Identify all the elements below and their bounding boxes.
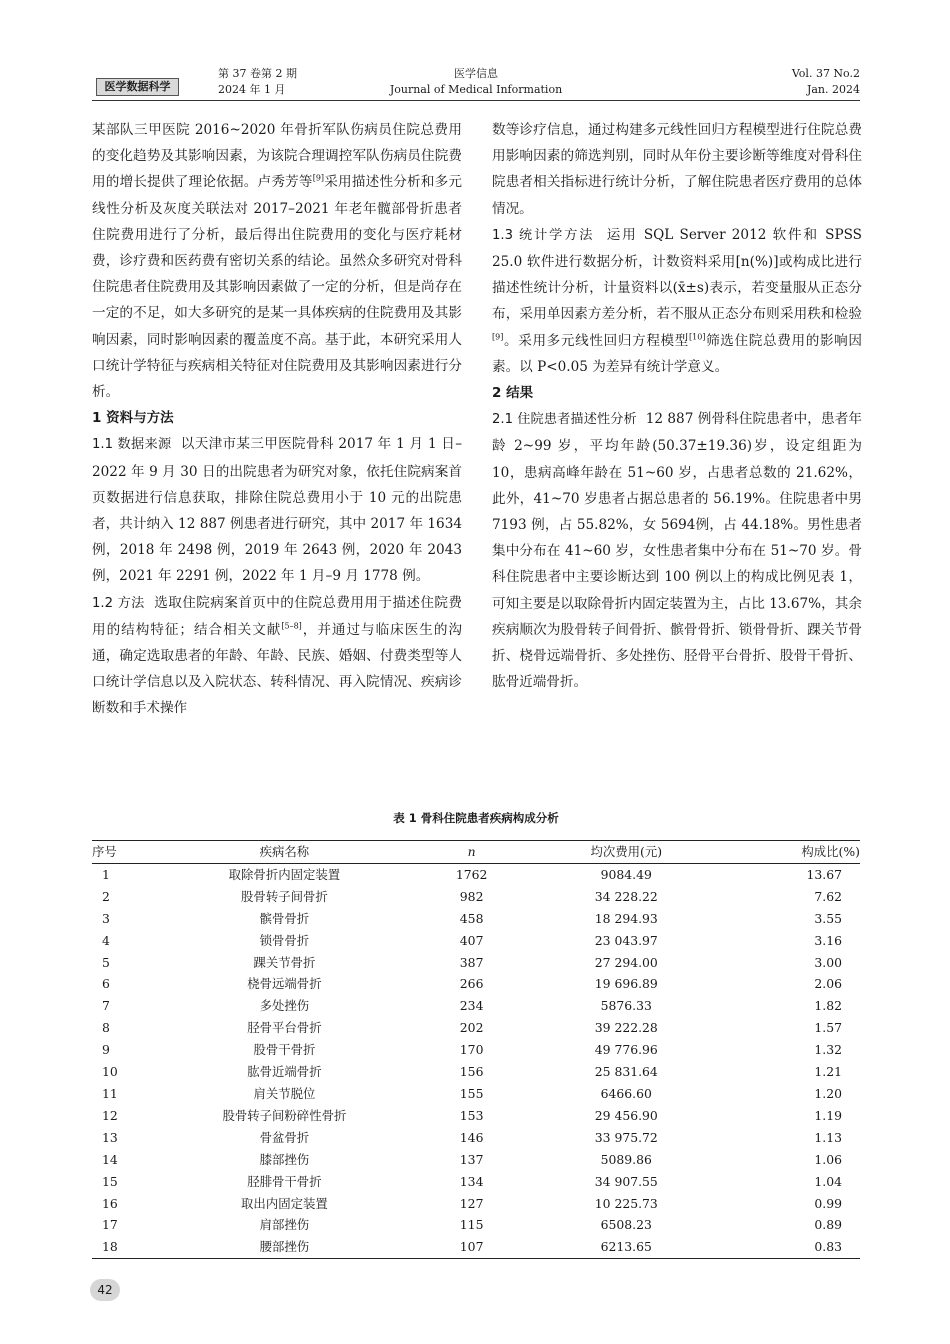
cell-name: 桡骨远端骨折 bbox=[247, 976, 322, 992]
table-caption: 表 1 骨科住院患者疾病构成分析 bbox=[393, 811, 559, 825]
cell-cost: 49 776.96 bbox=[594, 1042, 658, 1058]
cell-pct: 1.21 bbox=[814, 1064, 842, 1080]
cell-cost: 34 228.22 bbox=[594, 888, 658, 904]
cell-cost: 5876.33 bbox=[600, 998, 652, 1014]
cell-cost: 19 696.89 bbox=[594, 976, 658, 992]
cell-pct: 3.16 bbox=[814, 932, 842, 948]
table-row bbox=[92, 1017, 860, 1039]
table-row bbox=[92, 1039, 860, 1061]
citation: [5–8] bbox=[281, 621, 302, 631]
cell-n: 146 bbox=[459, 1129, 484, 1145]
subsection-methods: 1.2 方法 选取住院病案首页中的住院总费用用于描述住院费用的结构特征；结合相关文献[5–8]，并通过与临床医生的沟通，确定选取患者的年龄、年龄、民族、婚姻、付费类型等人口统计学信息以及入院状态、转科情况、再入院情况、疾病诊断数和手术操作 bbox=[92, 594, 463, 717]
cell-pct: 1.57 bbox=[814, 1020, 842, 1036]
cell-n: 387 bbox=[459, 954, 484, 970]
cell-no: 7 bbox=[102, 998, 110, 1014]
col-header-no: 序号 bbox=[92, 844, 117, 859]
cell-pct: 1.82 bbox=[814, 998, 842, 1014]
cell-n: 170 bbox=[459, 1042, 484, 1058]
cell-pct: 0.89 bbox=[814, 1217, 842, 1233]
cell-pct: 0.83 bbox=[814, 1239, 842, 1255]
table-row bbox=[92, 1236, 860, 1258]
table-row bbox=[92, 1214, 860, 1236]
cell-name: 肩关节脱位 bbox=[253, 1085, 316, 1101]
page-number: 42 bbox=[90, 1279, 120, 1301]
cell-name: 胫腓骨干骨折 bbox=[247, 1173, 322, 1189]
table-row bbox=[92, 1083, 860, 1105]
cell-cost: 27 294.00 bbox=[594, 954, 658, 970]
table-row bbox=[92, 995, 860, 1017]
cell-name: 多处挫伤 bbox=[259, 998, 310, 1014]
cell-cost: 39 222.28 bbox=[594, 1020, 658, 1036]
cell-name: 胫骨平台骨折 bbox=[247, 1020, 322, 1036]
cell-name: 锁骨骨折 bbox=[259, 932, 310, 948]
table-row bbox=[92, 863, 860, 885]
cell-name: 腰部挫伤 bbox=[259, 1239, 310, 1255]
journal-title bbox=[362, 66, 590, 98]
col-header-n: n bbox=[467, 844, 476, 859]
table-row bbox=[92, 1171, 860, 1193]
section-tag: 医学数据科学 bbox=[96, 78, 179, 96]
cell-cost: 9084.49 bbox=[600, 866, 652, 882]
cell-n: 266 bbox=[459, 976, 484, 992]
subsection-data-source: 1.1 数据来源 以天津市某三甲医院骨科 2017 年 1 月 1 日–2022 年 9 月 30 日的出院患者为研究对象，依托住院病案首页数据进行信息获取，排除住院总费用小于 10 元的出院患者，共计纳入 12 887 例患者进行研究，其中 2017 年 1634 例，2018 年 2498 例，2019 年 2643 例，2020 年 2043 例，2021 年 2291 例，2022 年 1 月–9 月 1778 例。 bbox=[92, 436, 462, 585]
cell-n: 234 bbox=[459, 998, 484, 1014]
cell-pct: 0.99 bbox=[814, 1195, 842, 1211]
cell-cost: 33 975.72 bbox=[594, 1129, 658, 1145]
cell-n: 127 bbox=[459, 1195, 484, 1211]
cell-cost: 34 907.55 bbox=[594, 1173, 658, 1189]
cell-n: 137 bbox=[459, 1151, 484, 1167]
cell-no: 12 bbox=[102, 1107, 118, 1123]
cell-no: 13 bbox=[102, 1129, 118, 1145]
cell-n: 1762 bbox=[455, 866, 488, 882]
section-heading-results: 2 结果 bbox=[492, 385, 534, 402]
cell-pct: 1.06 bbox=[814, 1151, 842, 1167]
cell-n: 982 bbox=[459, 888, 484, 904]
cell-name: 肩部挫伤 bbox=[259, 1217, 310, 1233]
cell-n: 153 bbox=[459, 1107, 484, 1123]
cell-no: 14 bbox=[102, 1151, 118, 1167]
cell-cost: 18 294.93 bbox=[594, 910, 658, 926]
cell-n: 202 bbox=[459, 1020, 484, 1036]
cell-pct: 2.06 bbox=[814, 976, 842, 992]
cell-cost: 6508.23 bbox=[600, 1217, 652, 1233]
cell-cost: 10 225.73 bbox=[594, 1195, 658, 1211]
cell-no: 8 bbox=[102, 1020, 110, 1036]
subsection-descriptive: 2.1 住院患者描述性分析 12 887 例骨科住院患者中，患者年龄 2~99 岁，平均年龄(50.37±19.36)岁，设定组距为 10，患病高峰年龄在 51~60 岁，占患者总数的 21.62%，此外，41~70 岁患者占据总患者的 56.19%。住院患者中男 7193 例，占 55.82%，女 5694例，占 44.18%。男性患者集中分布在 41~60 岁，女性患者集中分布在 51~70 岁。骨科住院患者中主要诊断达到 100 例以上的构成比例见表 1，可知主要是以取除骨折内固定装置为主，占比 13.67%，其余疾病顺次为股骨转子间骨折、髌骨骨折、锁骨骨折、踝关节骨折、桡骨远端骨折、多处挫伤、胫骨平台骨折、股骨干骨折、肱骨近端骨折。 bbox=[492, 411, 862, 691]
section-heading-methods: 1 资料与方法 bbox=[92, 410, 174, 427]
cell-no: 6 bbox=[102, 976, 110, 992]
volume-en: Vol. 37 No.2 bbox=[791, 67, 860, 80]
cell-n: 134 bbox=[459, 1173, 484, 1189]
cell-n: 107 bbox=[459, 1239, 484, 1255]
cell-no: 17 bbox=[102, 1217, 118, 1233]
cell-pct: 13.67 bbox=[806, 866, 842, 882]
cell-n: 458 bbox=[459, 910, 484, 926]
issue-info-cn bbox=[218, 66, 297, 98]
cell-cost: 23 043.97 bbox=[594, 932, 658, 948]
col-header-name: 疾病名称 bbox=[259, 844, 310, 859]
table-row bbox=[92, 1127, 860, 1149]
cell-pct: 3.55 bbox=[814, 910, 842, 926]
table-row bbox=[92, 1193, 860, 1215]
table-row bbox=[92, 886, 860, 908]
intro-paragraph: 某部队三甲医院 2016~2020 年骨折军队伤病员住院总费用的变化趋势及其影响因素，为该院合理调控军队伤病员住院费用的增长提供了理论依据。卢秀芳等[9]采用描述性分析和多元线性分析及灰度关联法对 2017–2021 年老年髋部骨折患者住院费用进行了分析，最后得出住院费用的变化与医疗耗材费，诊疗费和医药费有密切关系的结论。虽然众多研究对骨科住院患者住院费用及其影响因素做了一定的分析，但是尚存在一定的不足，如大多研究的是某一具体疾病的住院费用及其影响因素，同时影响因素的覆盖度不高。基于此，本研究采用人口统计学特征与疾病相关特征对住院费用及其影响因素进行分析。 bbox=[92, 122, 463, 401]
cell-no: 2 bbox=[102, 888, 110, 904]
cell-pct: 3.00 bbox=[814, 954, 842, 970]
citation: [9] bbox=[492, 332, 504, 342]
cell-no: 11 bbox=[102, 1085, 118, 1101]
citation: [9] bbox=[312, 173, 325, 183]
cell-no: 5 bbox=[102, 954, 110, 970]
journal-title-cn: 医学信息 bbox=[454, 67, 498, 80]
cell-no: 3 bbox=[102, 910, 110, 926]
cell-name: 股骨转子间骨折 bbox=[241, 888, 328, 904]
cell-cost: 6466.60 bbox=[600, 1085, 652, 1101]
table-row bbox=[92, 908, 860, 930]
journal-title-en: Journal of Medical Information bbox=[389, 83, 563, 96]
cell-pct: 1.19 bbox=[814, 1107, 842, 1123]
cell-no: 1 bbox=[102, 866, 110, 882]
table-row bbox=[92, 1061, 860, 1083]
subsection-statistics: 1.3 统计学方法 运用 SQL Server 2012 软件和 SPSS 25.0 软件进行数据分析，计数资料采用[n(%)]或构成比进行描述性统计分析，计量资料以(x̄±s)表示，若变量服从正态分布，采用单因素方差分析，若不服从正态分布则采用秩和检验[9]。采用多元线性回归方程模型[10]筛选住院总费用的影响因素。以 P<0.05 为差异有统计学意义。 bbox=[492, 226, 863, 375]
cell-n: 155 bbox=[459, 1085, 484, 1101]
cell-name: 膝部挫伤 bbox=[259, 1151, 310, 1167]
cell-name: 肱骨近端骨折 bbox=[247, 1064, 322, 1080]
table-row bbox=[92, 952, 860, 974]
cell-no: 9 bbox=[102, 1042, 110, 1058]
cell-name: 取出内固定装置 bbox=[241, 1195, 328, 1211]
cell-cost: 5089.86 bbox=[600, 1151, 652, 1167]
cell-no: 18 bbox=[102, 1239, 118, 1255]
cell-cost: 6213.65 bbox=[600, 1239, 652, 1255]
header-rule bbox=[92, 100, 860, 101]
date-en: Jan. 2024 bbox=[806, 83, 860, 96]
cell-pct: 7.62 bbox=[814, 888, 842, 904]
cell-pct: 1.20 bbox=[814, 1085, 842, 1101]
table-body bbox=[92, 863, 860, 1258]
cell-no: 4 bbox=[102, 932, 110, 948]
cell-name: 取除骨折内固定装置 bbox=[228, 866, 341, 882]
cell-no: 10 bbox=[102, 1064, 118, 1080]
citation: [10] bbox=[689, 332, 706, 342]
cell-name: 踝关节骨折 bbox=[253, 954, 316, 970]
cell-pct: 1.32 bbox=[814, 1042, 842, 1058]
cell-name: 股骨转子间粉碎性骨折 bbox=[222, 1107, 347, 1123]
table-row bbox=[92, 1105, 860, 1127]
table-header-row bbox=[92, 841, 860, 864]
cell-n: 115 bbox=[459, 1217, 484, 1233]
left-column bbox=[92, 117, 462, 722]
cell-cost: 25 831.64 bbox=[594, 1064, 658, 1080]
col-header-cost: 均次费用(元) bbox=[590, 844, 663, 859]
cell-cost: 29 456.90 bbox=[594, 1107, 658, 1123]
table-row bbox=[92, 1149, 860, 1171]
table-row bbox=[92, 930, 860, 952]
cell-name: 骨盆骨折 bbox=[259, 1129, 310, 1145]
cell-name: 髌骨骨折 bbox=[259, 910, 310, 926]
cell-pct: 1.04 bbox=[814, 1173, 842, 1189]
cell-no: 16 bbox=[102, 1195, 118, 1211]
page-header bbox=[92, 64, 860, 100]
cell-pct: 1.13 bbox=[814, 1129, 842, 1145]
methods-continued: 数等诊疗信息，通过构建多元线性回归方程模型进行住院总费用影响因素的筛选判别，同时从年份主要诊断等维度对骨科住院患者相关指标进行统计分析，了解住院患者医疗费用的总体情况。 bbox=[492, 122, 862, 217]
col-header-pct: 构成比(%) bbox=[801, 844, 860, 859]
cell-n: 407 bbox=[459, 932, 484, 948]
disease-composition-table bbox=[92, 840, 860, 1259]
date-cn: 2024 年 1 月 bbox=[218, 83, 286, 96]
right-column bbox=[492, 117, 862, 695]
table-row bbox=[92, 973, 860, 995]
cell-name: 股骨干骨折 bbox=[253, 1042, 316, 1058]
cell-n: 156 bbox=[459, 1064, 484, 1080]
cell-no: 15 bbox=[102, 1173, 118, 1189]
issue-info-en bbox=[792, 66, 860, 98]
volume-cn: 第 37 卷第 2 期 bbox=[218, 67, 297, 80]
